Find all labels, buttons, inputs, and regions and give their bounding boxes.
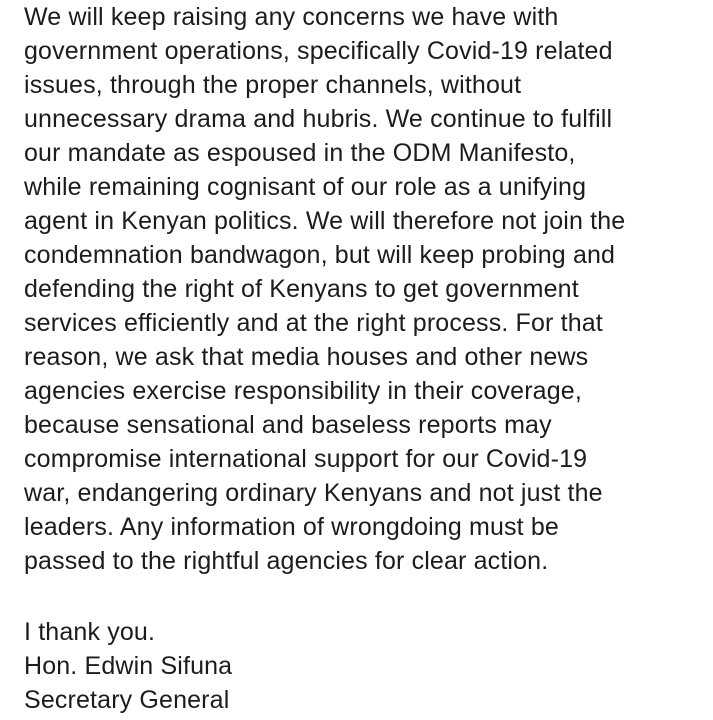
body-line-11: reason, we ask that media houses and other news [24,343,589,371]
body-line-15: war, endangering ordinary Kenyans and not just the [24,479,603,507]
body-line-13: because sensational and baseless reports may [24,411,552,439]
body-line-10: services efficiently and at the right process. For that [24,309,603,337]
body-line-17: passed to the rightful agencies for clear action. [24,547,549,575]
body-line-7: agent in Kenyan politics. We will therefore not join the [24,207,626,235]
body-line-3: issues, through the proper channels, without [24,71,522,99]
signatory-title: Secretary General [24,686,230,714]
body-line-12: agencies exercise responsibility in their coverage, [24,377,582,405]
closing-line: I thank you. [24,618,156,646]
body-line-8: condemnation bandwagon, but will keep probing and [24,241,616,269]
body-line-14: compromise international support for our Covid-19 [24,445,588,473]
body-line-16: leaders. Any information of wrongdoing must be [24,513,559,541]
body-line-5: our mandate as espoused in the ODM Manifesto, [24,139,576,167]
body-line-6: while remaining cognisant of our role as a unifying [24,173,587,201]
body-line-9: defending the right of Kenyans to get government [24,275,579,303]
body-line-1: We will keep raising any concerns we have with [24,3,559,31]
body-line-4: unnecessary drama and hubris. We continue to fulfill [24,105,613,133]
signatory-name: Hon. Edwin Sifuna [24,652,233,680]
body-line-2: government operations, specifically Covid-19 related [24,37,613,65]
